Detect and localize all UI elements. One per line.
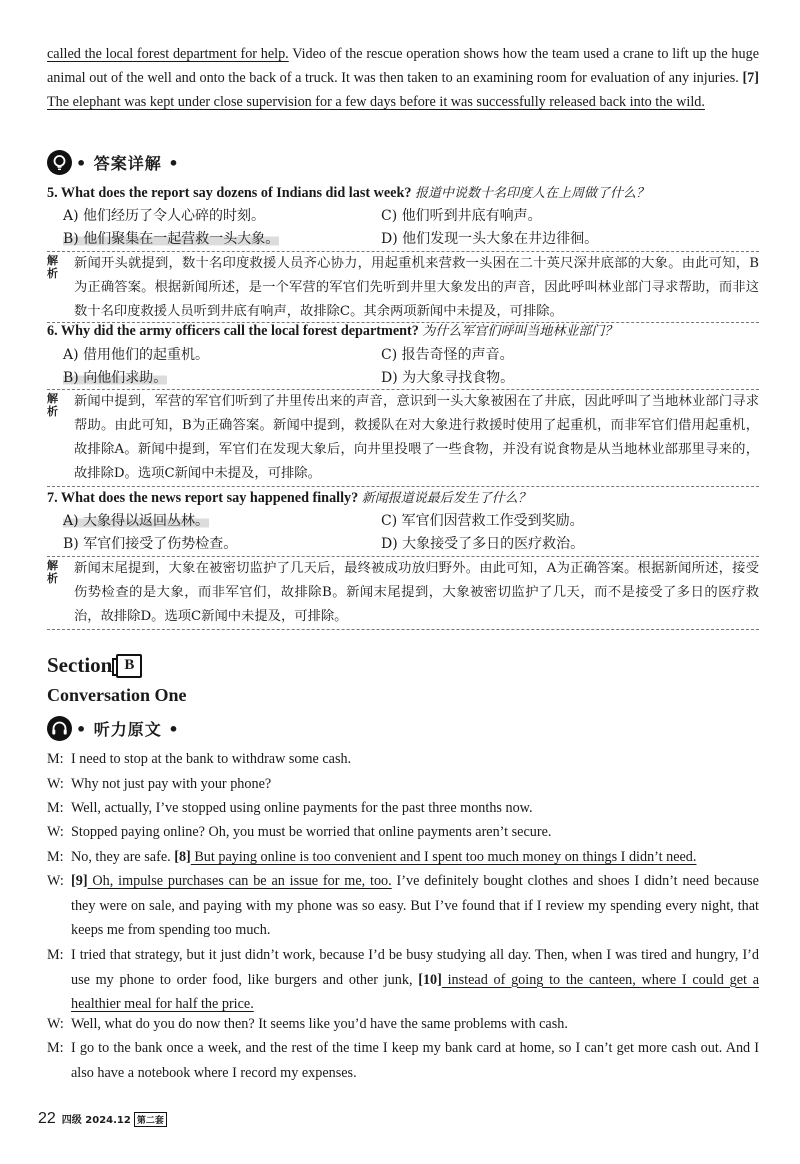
line-text: I go to the bank once a week, and the rest of the time I keep my bank card at home, so I can’t get more cash out. And I also have a notebook where I record my expenses. (71, 1040, 759, 1081)
question-7-cn: 新闻报道说最后发生了什么？ (361, 491, 531, 506)
line-text: I need to stop at the bank to withdraw some cash. (71, 751, 352, 767)
answers-header (47, 148, 180, 176)
dialogue-line (47, 943, 759, 1017)
line-text: Stopped paying online? Oh, you must be worried that online payments aren’t secure. (71, 824, 552, 840)
speaker: M: (47, 751, 64, 767)
question-5 (47, 182, 759, 205)
magazine-issue: 四级 2024.12 (61, 1115, 131, 1126)
q7-analysis-text: 新闻末尾提到，大象在被密切监护了几天后，最终被成功放归野外。由此可知，A为正确答案。根据新闻所述，接受伤势检查的是大象，而非军官们，故排除B。新闻末尾提到，大象被密切监护了几天，而不是接受了多日的医疗救治，故排除D。选项C新闻中未提及，可排除。 (74, 561, 759, 624)
transcript-header-title: • 听力原文 • (76, 719, 180, 739)
speaker: M: (47, 800, 64, 816)
line-text: Well, actually, I’ve stopped using online payments for the past three months now. (71, 800, 533, 816)
question-6-cn: 为什么军官们呼叫当地林业部门？ (422, 324, 618, 339)
q6-analysis-text: 新闻中提到，军营的军官们听到了井里传出来的声音，意识到一头大象被困在了井底，因此呼叫了当地林业部门寻求帮助。由此可知，B为正确答案。新闻中提到，救援队在对大象进行救援时使用了起重机，而非军官们借用起重机，故排除A。新闻中提到，军官们在发现大象后，向井里投喂了一些食物，并没有说食物是从当地林业部那里寻来的，故排除D。选项C新闻中未提及，可排除。 (74, 394, 759, 481)
dialogue-line (47, 796, 759, 821)
question-7 (47, 487, 759, 510)
dialogue-line (47, 820, 759, 845)
marker-8: [8] (174, 849, 191, 865)
q5-option-d: D) 他们发现一头大象在井边徘徊。 (381, 231, 599, 247)
dialogue-line (47, 747, 759, 772)
question-6-text: 6. Why did the army officers call the local forest department? (47, 323, 419, 339)
q5-option-a: A) 他们经历了令人心碎的时刻。 (63, 208, 266, 224)
line-pre: I tried that strategy, but it just didn’t work, because I’d be busy studying all day. Then, when I was tired and hungry, I’d use my phone to order food, like burgers and other junk, (71, 947, 759, 988)
q7-option-b: B) 军官们接受了伤势检查。 (63, 536, 238, 552)
line-post: I’ve definitely bought clothes and shoes I didn’t need because they were on sale, and paying with my phone was so easy. But I’ve found that if I review my spending every night, that keeps me from spending too much. (71, 873, 759, 938)
speaker: M: (47, 1040, 64, 1056)
speaker: W: (47, 1016, 64, 1032)
dialogue-line (47, 845, 759, 870)
analysis-tag: 解 析 (47, 254, 58, 280)
line-text: Well, what do you do now then? It seems like you’d have the same problems with cash. (71, 1016, 568, 1032)
line-text: Why not just pay with your phone? (71, 776, 272, 792)
question-5-text: 5. What does the report say dozens of Indians did last week? (47, 185, 412, 201)
transcript-header (47, 714, 180, 742)
section-letter-badge: B (116, 654, 142, 678)
speaker: M: (47, 849, 64, 865)
speaker: W: (47, 776, 64, 792)
question-6 (47, 320, 759, 343)
q7-option-a (63, 510, 209, 532)
dialogue-line (47, 1036, 759, 1085)
edition-badge: 第二套 (134, 1112, 167, 1127)
speaker: W: (47, 873, 64, 889)
q5-option-b (63, 228, 279, 250)
q7-option-d: D) 大象接受了多日的医疗救治。 (381, 536, 585, 552)
q6-option-d: D) 为大象寻找食物。 (381, 370, 515, 386)
answer-sentence-9: Oh, impulse purchases can be an issue for me, too. (87, 873, 392, 889)
q5-correct-answer: B) 他们聚集在一起营救一头大象。 (63, 231, 280, 247)
answer-sentence-10: instead of going to the canteen, where I could get a healthier meal for half the price. (71, 971, 759, 1012)
speaker: M: (47, 947, 64, 963)
question-5-cn: 报道中说数十名印度人在上周做了什么？ (415, 186, 650, 201)
intro-text: Video of the rescue operation shows how the team used a crane to lift up the huge animal out of the well and onto the back of a truck. It was then taken to an examining room for evaluation of any injuries. (47, 46, 759, 86)
q6-option-c: C) 报告奇怪的声音。 (381, 347, 514, 363)
intro-paragraph (47, 42, 759, 114)
line-text (71, 943, 759, 1017)
marker-9: [9] (71, 873, 88, 889)
section-label: Section (47, 653, 113, 677)
q6-option-b (63, 367, 167, 389)
analysis-tag: 解 析 (47, 392, 58, 418)
q5-analysis-text: 新闻开头就提到，数十名印度救援人员齐心协力，用起重机来营救一头困在二十英尺深井底部的大象。由此可知，B为正确答案。根据新闻所述，是一个军营的军官们先听到井里大象发出的声音，因此呼叫林业部门寻求帮助，而非这数十名印度救援人员听到井底有响声，故排除C。其余两项新闻中未提及，可排除。 (74, 256, 759, 319)
q5-option-c: C) 他们听到井底有响声。 (381, 208, 542, 224)
q7-correct-answer: A) 大象得以返回丛林。 (63, 513, 210, 529)
question-7-text: 7. What does the news report say happened finally? (47, 490, 359, 506)
answer-sentence-8: But paying online is too convenient and I spent too much money on things I didn’t need. (190, 849, 697, 865)
q5-analysis-box (47, 251, 759, 323)
answer-sentence-7: The elephant was kept under close supervision for a few days before it was successfully released back into the wild. (47, 94, 705, 110)
page-footer (38, 1110, 167, 1128)
dialogue-line (47, 1012, 759, 1037)
answer-sentence-6: called the local forest department for help. (47, 46, 289, 62)
analysis-tag: 解 析 (47, 559, 58, 585)
headphones-icon (47, 716, 72, 741)
bulb-icon (47, 150, 72, 175)
marker-7: [7] (742, 70, 759, 86)
q7-option-c: C) 军官们因营救工作受到奖励。 (381, 513, 584, 529)
q6-option-a: A) 借用他们的起重机。 (63, 347, 210, 363)
speaker: W: (47, 824, 64, 840)
page-number: 22 (38, 1110, 56, 1127)
marker-10: [10] (418, 971, 442, 988)
line-text (71, 869, 759, 943)
q7-analysis-box (47, 556, 759, 630)
section-title (47, 653, 142, 678)
conversation-title: Conversation One (47, 685, 187, 705)
q6-analysis-box (47, 389, 759, 487)
line-text (71, 845, 759, 870)
dialogue-line (47, 869, 759, 943)
line-pre: No, they are safe. (71, 849, 175, 865)
dialogue-line (47, 772, 759, 797)
q6-correct-answer: B) 向他们求助。 (63, 370, 168, 386)
answers-header-title: • 答案详解 • (76, 153, 180, 173)
